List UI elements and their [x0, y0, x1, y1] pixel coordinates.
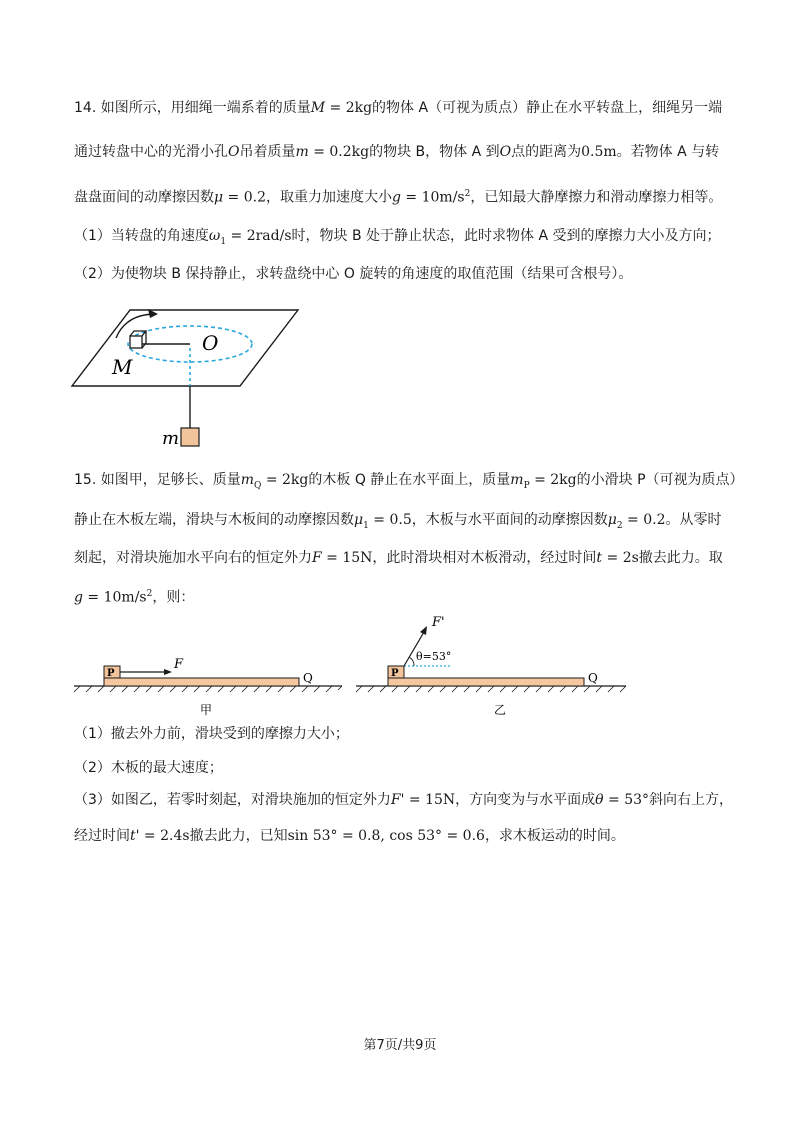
ground-hatching-a: [74, 686, 342, 692]
label-m: m: [162, 428, 180, 449]
q15-line-1: 15. 如图甲，足够长、质量$m_Q = 2kg$的木板 Q 静止在水平面上，质量$m_P = 2kg$的小滑块 P（可视为质点）: [74, 472, 744, 491]
q15-part-1: （1）撤去外力前，滑块受到的摩擦力大小；: [74, 726, 349, 742]
label-F-a: F: [174, 657, 184, 672]
board-Q-a: [104, 678, 299, 686]
board-Q-b: [388, 678, 584, 686]
label-Q-b: Q: [588, 671, 598, 685]
ground-hatching-b: [356, 686, 626, 692]
q14-figure: [70, 300, 300, 450]
q14-number: 14.: [74, 100, 97, 116]
label-M: M: [112, 355, 133, 379]
force-arrowhead-icon: [420, 626, 427, 635]
force-arrowhead-icon: [164, 669, 172, 675]
page-footer: 第7页/共9页: [363, 1038, 437, 1053]
q15-part-3-line-2: 经过时间t' = 2.4s撤去此力，已知sin 53° = 0.8, cos 53° = 0.6，求木板运动的时间。: [74, 828, 625, 844]
q14-line-3: 盘盘面间的动摩擦因数μ = 0.2，取重力加速度大小$g = 10m/s^2$，已知最大静摩擦力和滑动摩擦力相等。: [74, 189, 723, 206]
q14-line-2: 通过转盘中心的光滑小孔O吊着质量m = 0.2kg的物块 B，物体 A 到O点的距离为0.5m。若物体 A 与转: [74, 144, 720, 160]
q15-number: 15.: [74, 472, 97, 488]
q15-figure-a: [70, 652, 345, 718]
block-B: [181, 428, 199, 446]
q14-part-1: （1）当转盘的角速度$\omega_1 = 2rad/s$时，物块 B 处于静止状态，此时求物体 A 受到的摩擦力大小及方向；: [74, 228, 721, 247]
caption-a: 甲: [200, 703, 213, 717]
q15-line-4: $g = 10m/s^2$，则：: [74, 589, 195, 606]
label-Q-a: Q: [303, 671, 313, 685]
caption-b: 乙: [494, 703, 507, 717]
q15-line-3: 刻起，对滑块施加水平向右的恒定外力F = 15N，此时滑块相对木板滑动，经过时间t = 2s撤去此力。取: [74, 550, 723, 566]
q15-figure-b: [352, 610, 632, 718]
q15-part-2: （2）木板的最大速度；: [74, 760, 223, 776]
q14-part-2: （2）为使物块 B 保持静止，求转盘绕中心 O 旋转的角速度的取值范围（结果可含根号）。: [74, 266, 633, 282]
label-P-b: P: [391, 668, 399, 679]
label-angle: θ=53°: [416, 650, 452, 663]
q14-line-1: 14. 如图所示，用细绳一端系着的质量M = 2kg的物体 A（可视为质点）静止在水平转盘上，细绳另一端: [74, 100, 723, 116]
label-P-a: P: [107, 668, 115, 679]
label-F-prime: F': [432, 615, 445, 630]
q15-line-2: 静止在木板左端，滑块与木板间的动摩擦因数$\mu_1 = 0.5$，木板与水平面间的动摩擦因数$\mu_2 = 0.2$。从零时: [74, 512, 722, 531]
label-O: O: [202, 331, 219, 355]
turntable-plane: [72, 310, 298, 386]
angle-arc: [409, 657, 414, 666]
q15-part-3: （3）如图乙，若零时刻起，对滑块施加的恒定外力F' = 15N，方向变为与水平面成θ = 53°斜向右上方，: [74, 792, 734, 808]
